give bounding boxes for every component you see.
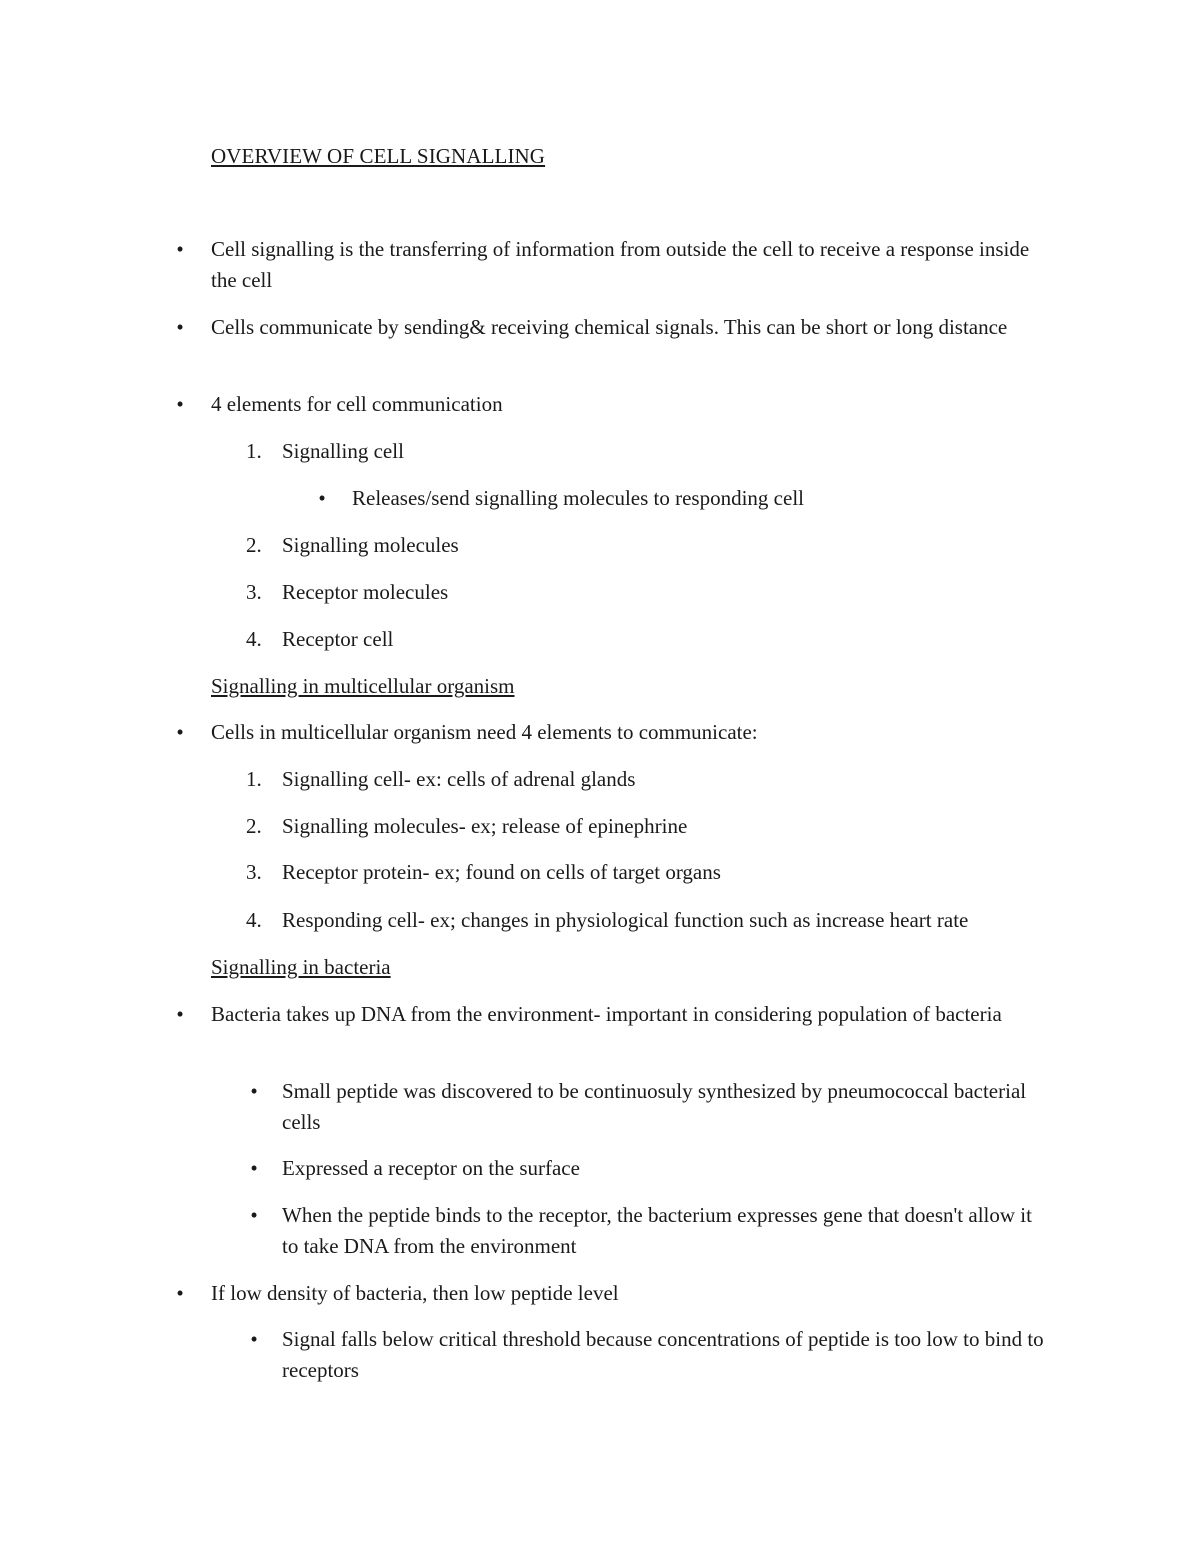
bullet-text: Releases/send signalling molecules to responding cell [352, 486, 804, 510]
bullet-icon: • [176, 315, 184, 339]
bullet-text: Cell signalling is the transferring of information from outside the cell to receive a response inside the cell [211, 237, 1030, 292]
bullet-text: Cells communicate by sending& receiving chemical signals. This can be short or long distance [211, 315, 1008, 339]
list-number: 4. [246, 908, 262, 932]
bullet-text: Cells in multicellular organism need 4 elements to communicate: [211, 720, 758, 744]
page-title: OVERVIEW OF CELL SIGNALLING [211, 144, 546, 168]
list-number: 2. [246, 533, 262, 557]
bullet-icon: • [176, 1281, 184, 1305]
bullet-text: Signal falls below critical threshold because concentrations of peptide is too low to bind to receptors [282, 1327, 1044, 1382]
bullet-icon: • [176, 1002, 184, 1026]
list-number: 1. [246, 767, 262, 791]
list-item-text: Signalling cell- ex: cells of adrenal glands [282, 767, 636, 791]
bullet-icon: • [250, 1203, 258, 1227]
list-item-text: Receptor cell [282, 627, 394, 651]
list-item-text: Signalling molecules [282, 533, 459, 557]
bullet-text: Bacteria takes up DNA from the environment- important in considering population of bacteria [211, 1002, 1002, 1026]
section-heading-bacteria: Signalling in bacteria [211, 955, 391, 979]
bullet-text: 4 elements for cell communication [211, 392, 503, 416]
list-number: 2. [246, 814, 262, 838]
list-number: 4. [246, 627, 262, 651]
bullet-icon: • [176, 237, 184, 261]
list-item-text: Receptor molecules [282, 580, 449, 604]
bullet-icon: • [176, 392, 184, 416]
section-heading-multicellular: Signalling in multicellular organism [211, 674, 515, 698]
bullet-text: Expressed a receptor on the surface [282, 1156, 580, 1180]
bullet-text: If low density of bacteria, then low peptide level [211, 1281, 619, 1305]
bullet-icon: • [250, 1156, 258, 1180]
list-item-text: Responding cell- ex; changes in physiological function such as increase heart rate [282, 908, 969, 932]
bullet-icon: • [250, 1079, 258, 1103]
bullet-text: When the peptide binds to the receptor, the bacterium expresses gene that doesn't allow it to take DNA from the environment [282, 1203, 1032, 1258]
list-number: 1. [246, 439, 262, 463]
list-item-text: Receptor protein- ex; found on cells of target organs [282, 860, 721, 884]
bullet-icon: • [250, 1327, 258, 1351]
bullet-icon: • [318, 486, 326, 510]
bullet-icon: • [176, 720, 184, 744]
list-item-text: Signalling molecules- ex; release of epinephrine [282, 814, 688, 838]
list-item-text: Signalling cell [282, 439, 404, 463]
bullet-text: Small peptide was discovered to be continuosuly synthesized by pneumococcal bacterial cells [282, 1079, 1027, 1134]
list-number: 3. [246, 860, 262, 884]
list-number: 3. [246, 580, 262, 604]
